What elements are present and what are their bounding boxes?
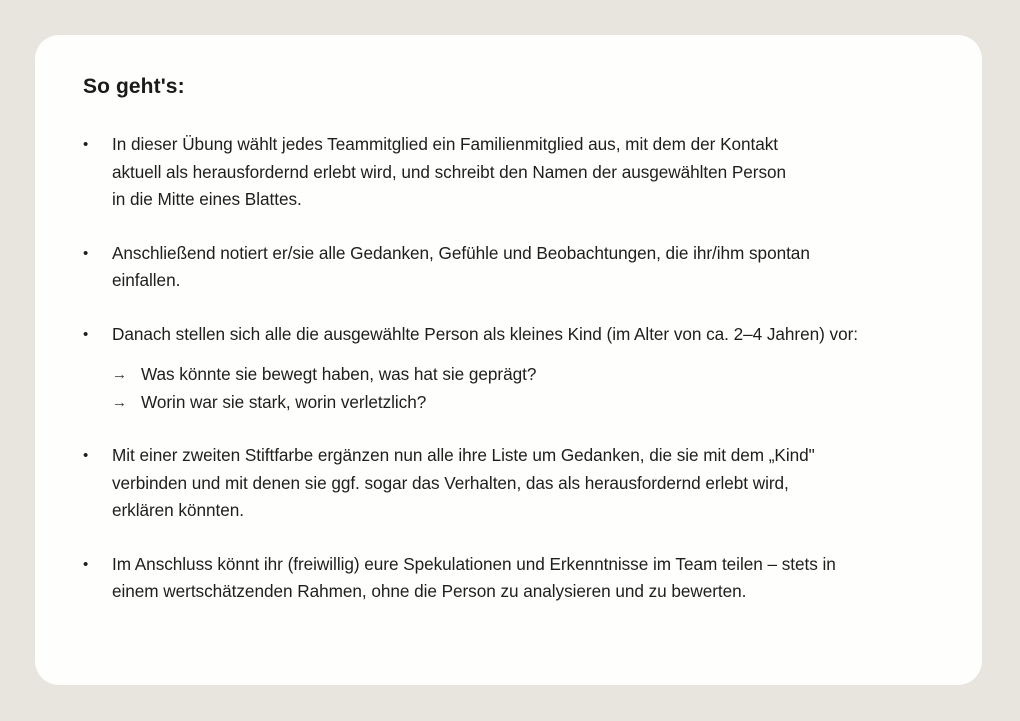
step-item-4 — [83, 442, 913, 525]
step-text-line: einem wertschätzenden Rahmen, ohne die Person zu analysieren und zu bewerten. — [112, 581, 747, 601]
step-text-line: aktuell als herausfordernd erlebt wird, und schreibt den Namen der ausgewählten Person — [112, 161, 787, 182]
instruction-card — [35, 35, 982, 685]
step-text-line: erklären könnten. — [112, 500, 244, 520]
card-title: So geht's: — [83, 75, 185, 98]
step-text-line: in die Mitte eines Blattes. — [112, 189, 302, 209]
reflection-question-2 — [112, 389, 913, 417]
step-item-3 — [83, 321, 913, 417]
bullet-icon: • — [83, 136, 89, 153]
bullet-icon: • — [83, 244, 89, 262]
step-item-1 — [83, 131, 913, 214]
step-item-2 — [83, 240, 913, 295]
arrow-right-icon: → — [112, 366, 127, 383]
step-text-line: verbinden und mit denen sie ggf. sogar das Verhalten, das als herausfordernd erlebt wird, — [112, 472, 789, 493]
bullet-icon: • — [83, 447, 89, 464]
step-text-line: Mit einer zweiten Stiftfarbe ergänzen nun alle ihre Liste um Gedanken, die sie mit dem „Kind" — [112, 445, 815, 465]
bullet-icon: • — [83, 325, 89, 343]
step-text-line: Anschließend notiert er/sie alle Gedanken, Gefühle und Beobachtungen, die ihr/ihm spontan — [112, 242, 810, 263]
question-text: Worin war sie stark, worin verletzlich? — [141, 391, 427, 412]
question-text: Was könnte sie bewegt haben, was hat sie geprägt? — [141, 364, 537, 384]
step-text-line: Danach stellen sich alle die ausgewählte Person als kleines Kind (im Alter von ca. 2–4 Jahren) vor: — [112, 323, 858, 344]
step-text-line: Im Anschluss könnt ihr (freiwillig) eure Spekulationen und Erkenntnisse im Team teilen – stets in — [112, 553, 836, 574]
step-text-line: In dieser Übung wählt jedes Teammitglied ein Familienmitglied aus, mit dem der Kontakt — [112, 134, 779, 154]
arrow-right-icon: → — [112, 393, 127, 411]
step-item-5 — [83, 551, 913, 606]
step-text-line: einfallen. — [112, 270, 181, 290]
reflection-questions — [112, 361, 913, 416]
bullet-icon: • — [83, 555, 89, 573]
reflection-question-1 — [112, 361, 913, 389]
steps-list — [83, 131, 913, 606]
